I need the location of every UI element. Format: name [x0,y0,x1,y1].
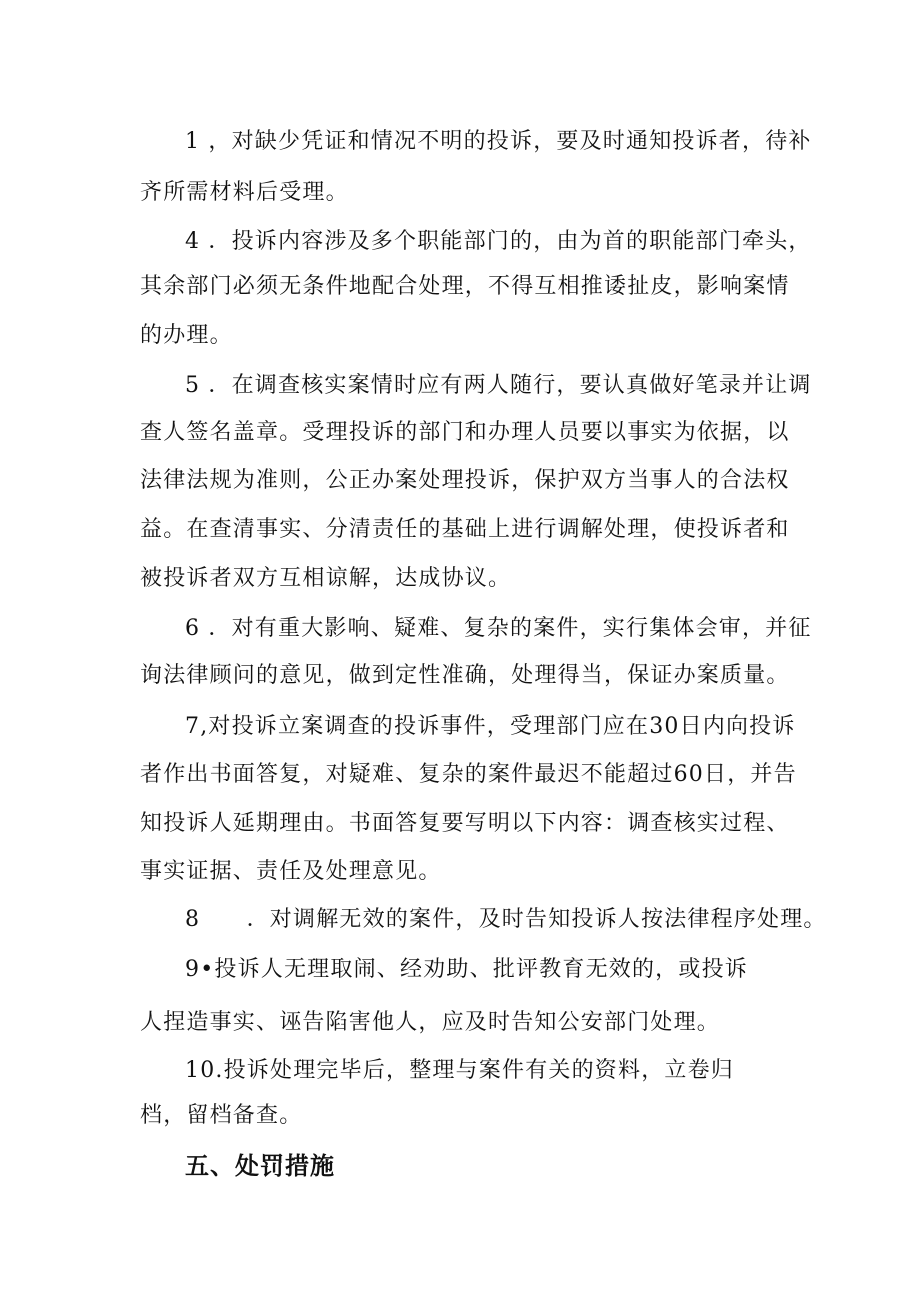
paragraph-5-line-3: 法律法规为准则，公正办案处理投诉，保护双方当事人的合法权 [140,468,790,493]
paragraph-7-line-3: 知投诉人延期理由。书面答复要写明以下内容：调查核实过程、 [140,811,790,836]
paragraph-10-line-2: 档，留档备查。 [140,1103,303,1128]
section-heading: 五、处罚措施 [185,1152,335,1180]
paragraph-8-line-1: 8 ．对调解无效的案件，及时告知投诉人按法律程序处理。 [185,907,827,932]
paragraph-4-line-1: 4 ．投诉内容涉及多个职能部门的，由为首的职能部门牵头， [185,229,812,254]
paragraph-7-line-1: 7,对投诉立案调查的投诉事件，受理部门应在30日内向投诉 [185,714,796,739]
paragraph-6-line-1: 6 ．对有重大影响、疑难、复杂的案件，实行集体会审，并征 [185,616,812,641]
paragraph-4-line-3: 的办理。 [140,323,233,348]
paragraph-9-line-1: 9•投诉人无理取闹、经劝助、批评教育无效的，或投诉 [185,957,748,982]
paragraph-4-line-2: 其余部门必须无条件地配合处理，不得互相推诿扯皮，影响案情 [140,274,790,299]
paragraph-5-line-5: 被投诉者双方互相谅解，达成协议。 [140,566,512,591]
paragraph-10-line-1: 10.投诉处理完毕后，整理与案件有关的资料，立卷归 [185,1058,734,1083]
paragraph-6-line-2: 询法律顾问的意见，做到定性准确，处理得当，保证办案质量。 [140,663,790,688]
paragraph-9-line-2: 人捏造事实、诬告陷害他人，应及时告知公安部门处理。 [140,1010,721,1035]
paragraph-5-line-2: 查人签名盖章。受理投诉的部门和办理人员要以事实为依据，以 [140,420,790,445]
paragraph-1-line-1: 1 ，对缺少凭证和情况不明的投诉，要及时通知投诉者，待补 [185,129,812,154]
paragraph-7-line-4: 事实证据、责任及处理意见。 [140,859,442,884]
paragraph-7-line-2: 者作出书面答复，对疑难、复杂的案件最迟不能超过60日，并告 [140,762,797,787]
paragraph-5-line-1: 5 ．在调查核实案情时应有两人随行，要认真做好笔录并让调 [185,373,812,398]
paragraph-5-line-4: 益。在查清事实、分清责任的基础上进行调解处理，使投诉者和 [140,517,790,542]
paragraph-1-line-2: 齐所需材料后受理。 [140,180,349,205]
